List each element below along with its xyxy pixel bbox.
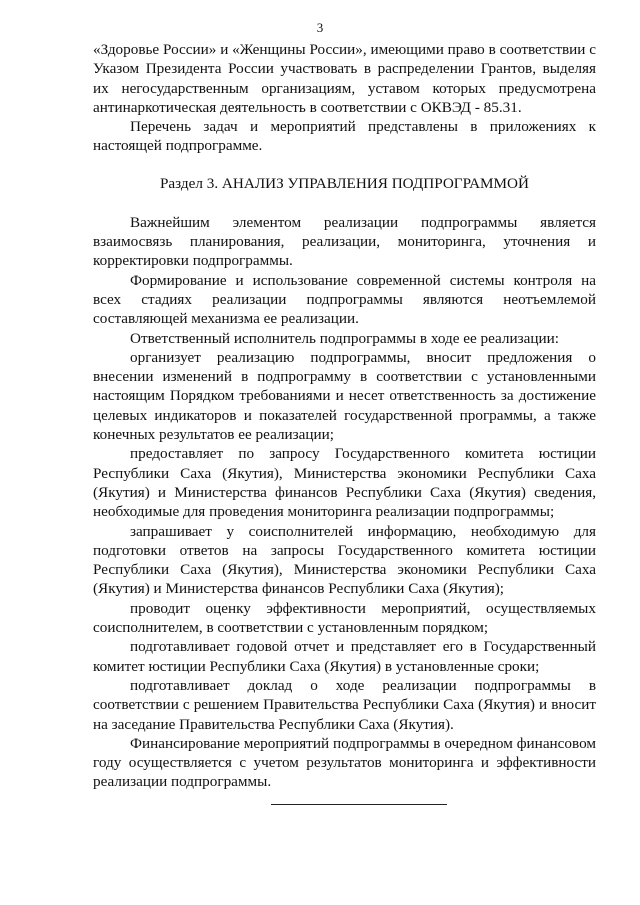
end-divider-line (271, 804, 447, 805)
page-number: 3 (316, 20, 324, 35)
section-heading: Раздел 3. АНАЛИЗ УПРАВЛЕНИЯ ПОДПРОГРАММОЙ (159, 174, 529, 192)
paragraph-appendix-reference: Перечень задач и мероприятий представлены в приложениях к настоящей подпрограмме. (93, 118, 596, 155)
paragraph-responsible-executor: Ответственный исполнитель подпрограммы в ходе ее реализации: (130, 329, 559, 347)
list-item-annual-report: подготавливает годовой отчет и представляет его в Государственный комитет юстиции Республики Саха (Якутия) в установленные сроки; (93, 638, 596, 675)
paragraph-financing: Финансирование мероприятий подпрограммы в очередном финансовом году осуществляется с учетом результатов мониторинга и эффективности реализации подпрограммы. (93, 734, 596, 791)
paragraph-key-element: Важнейшим элементом реализации подпрограммы является взаимосвязь планирования, реализации, мониторинга, уточнения и корректировки подпрограммы. (93, 213, 596, 270)
list-item-provides: предоставляет по запросу Государственного комитета юстиции Республики Саха (Якутия), Министерства экономики Республики Саха (Якутия) и Министерства финансов Республики Саха (Якутия) сведения, необходимые для проведения мониторинга реализации подпрограммы; (93, 445, 596, 521)
paragraph-continuation: «Здоровье России» и «Женщины России», имеющими право в соответствии с Указом Президента России участвовать в распределении Грантов, выделяя их негосударственным организациям, уставом которых предусмотрена антинаркотическая деятельность в соответствии с ОКВЭД - 85.31. (93, 41, 596, 116)
list-item-evaluates: проводит оценку эффективности мероприятий, осуществляемых соисполнителем, в соответствии с установленным порядком; (93, 599, 596, 637)
list-item-organizes: организует реализацию подпрограммы, вносит предложения о внесении изменений в подпрограмму в соответствии с установленными настоящим Порядком требованиями и несет ответственность за достижение целевых индикаторов и показателей государственной программы, а также конечных результатов ее реализации; (93, 348, 596, 444)
list-item-progress-report: подготавливает доклад о ходе реализации подпрограммы в соответствии с решением Правительства Республики Саха (Якутия) и вносит на заседание Правительства Республики Саха (Якутия). (93, 676, 596, 733)
paragraph-control-system: Формирование и использование современной системы контроля на всех стадиях реализации подпрограммы являются неотъемлемой составляющей механизма ее реализации. (93, 271, 596, 328)
document-body (93, 40, 596, 792)
list-item-requests: запрашивает у соисполнителей информацию, необходимую для подготовки ответов на запросы Государственного комитета юстиции Республики Саха (Якутия), Министерства экономики Республики Саха (Якутия) и Министерства финансов Республики Саха (Якутия); (93, 522, 596, 598)
